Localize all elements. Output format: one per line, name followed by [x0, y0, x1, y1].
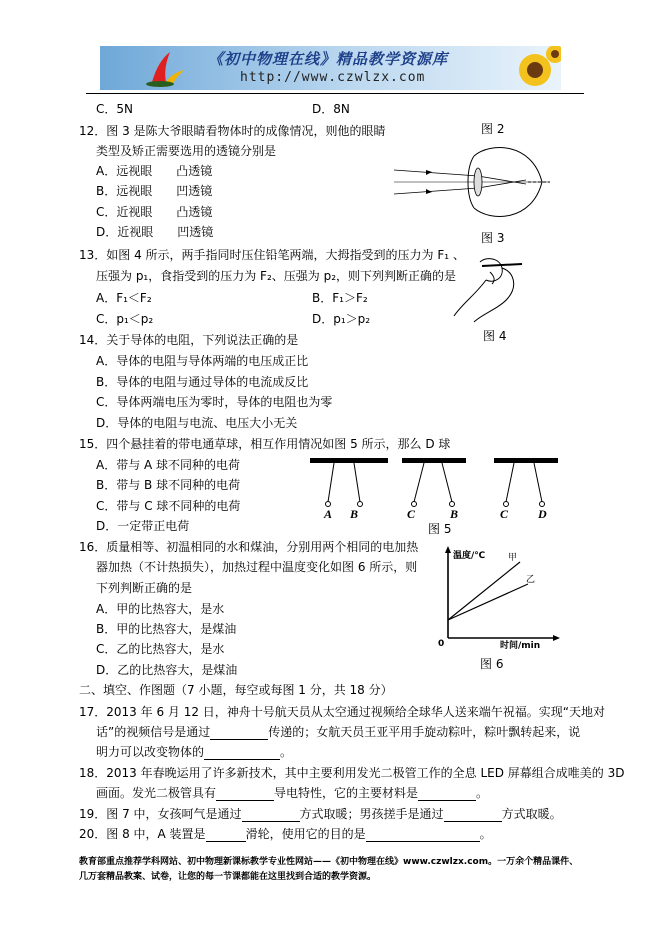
q14-stem: 14．关于导体的电阻，下列说法正确的是 [79, 333, 299, 347]
q18-line2 [96, 784, 488, 801]
figure-5-caption: 图 5 [428, 522, 452, 536]
q11-option-c: C．5N [96, 102, 133, 116]
site-logo-icon [144, 48, 188, 88]
graph-line-jia: 甲 [508, 553, 518, 563]
q17-blank-1[interactable] [210, 725, 268, 740]
charged-balls-diagram [308, 456, 562, 518]
q13-option-b: B．F₁＞F₂ [312, 291, 368, 305]
header-rule [86, 93, 584, 94]
q16-stem-line2: 器加热（不计热损失），加热过程中温度变化如图 6 所示，则 [96, 560, 418, 574]
q20-part3: 。 [479, 827, 492, 841]
q14-option-b: B．导体的电阻与通过导体的电流成反比 [96, 375, 309, 389]
q20-part1: 20．图 8 中，A 装置是 [79, 827, 206, 841]
figure-6-caption: 图 6 [480, 657, 504, 671]
q17-line1: 17．2013 年 6 月 12 日，神舟十号航天员从太空通过视频给全球华人送来端午祝福。实现“天地对 [79, 705, 606, 719]
graph-y-label: 温度/℃ [453, 551, 486, 561]
section-2-heading: 二、填空、作图题（7 小题，每空或每图 1 分，共 18 分） [79, 683, 393, 697]
q19-blank-2[interactable] [444, 807, 502, 822]
q13-option-a: A．F₁＜F₂ [96, 291, 152, 305]
footer-line1: 教育部重点推荐学科网站、初中物理新课标教学专业性网站——《初中物理在线》www.czwlzx.com。一万余个精品课件、 [79, 857, 579, 867]
q18-blank-1[interactable] [216, 786, 274, 801]
temperature-graph [436, 544, 562, 650]
q17-blank-2[interactable] [204, 745, 280, 760]
q18-line2-part3: 。 [476, 786, 489, 800]
q18-line2-part2: 导电特性，它的主要材料是 [274, 786, 419, 800]
header-banner [100, 46, 561, 90]
q20-line [79, 825, 492, 842]
q16-option-b: B．甲的比热容大，是煤油 [96, 622, 237, 636]
q12-option-b: B．远视眼 凹透镜 [96, 184, 213, 198]
q12-option-c: C．近视眼 凸透镜 [96, 205, 213, 219]
q19-part1: 19．图 7 中，女孩呵气是通过 [79, 807, 242, 821]
q19-part2: 方式取暖；男孩搓手是通过 [299, 807, 444, 821]
q16-option-c: C．乙的比热容大，是水 [96, 642, 225, 656]
q15-stem: 15．四个悬挂着的带电通草球，相互作用情况如图 5 所示，那么 D 球 [79, 437, 451, 451]
q16-option-d: D．乙的比热容大，是煤油 [96, 663, 238, 677]
graph-line-yi: 乙 [526, 575, 536, 585]
q15-option-d: D．一定带正电荷 [96, 519, 190, 533]
sunflower-image [505, 46, 561, 90]
q20-part2: 滑轮，使用它的目的是 [245, 827, 366, 841]
q15-option-a: A．带与 A 球不同种的电荷 [96, 458, 241, 472]
header-url[interactable]: http://www.czwlzx.com [240, 70, 426, 85]
q18-line2-part1: 画面。发光二极管具有 [96, 786, 217, 800]
eye-diagram [392, 142, 552, 222]
q13-stem-line2: 压强为 p₁，食指受到的压力为 F₂、压强为 p₂，则下列判断正确的是 [96, 269, 457, 283]
q11-option-d: D．8N [312, 102, 350, 116]
q15-option-c: C．带与 C 球不同种的电荷 [96, 499, 241, 513]
q19-line [79, 805, 562, 822]
q13-stem-line1: 13．如图 4 所示，两手指同时压住铅笔两端，大拇指受到的压力为 F₁ 、 [79, 248, 465, 262]
ball-label-b1: B [350, 507, 359, 518]
ball-label-d: D [538, 507, 547, 518]
q16-stem-line3: 下列判断正确的是 [96, 581, 193, 595]
figure-3-caption: 图 3 [481, 231, 505, 245]
ball-label-b2: B [450, 507, 459, 518]
figure-2-caption: 图 2 [481, 122, 505, 136]
graph-origin: 0 [438, 639, 445, 649]
q17-line2 [96, 723, 580, 740]
q17-line3 [96, 743, 292, 760]
q12-stem-line2: 类型及矫正需要选用的透镜分别是 [96, 144, 277, 158]
q16-stem-line1: 16．质量相等、初温相同的水和煤油，分别用两个相同的电加热 [79, 540, 419, 554]
q18-line1: 18．2013 年春晚运用了许多新技术，其中主要利用发光二极管工作的全息 LED 屏幕组合成唯美的 3D [79, 766, 625, 780]
q19-part3: 方式取暖。 [501, 807, 562, 821]
q14-option-d: D．导体的电阻与电流、电压大小无关 [96, 416, 298, 430]
q13-option-c: C．p₁＜p₂ [96, 312, 154, 326]
ball-label-c2: C [500, 507, 509, 518]
q17-line3-part1: 明力可以改变物体的 [96, 745, 205, 759]
q14-option-c: C．导体两端电压为零时，导体的电阻也为零 [96, 395, 333, 409]
q19-blank-1[interactable] [242, 807, 300, 822]
q17-line2-part2: 传递的；女航天员王亚平用手旋动粽叶，粽叶飘转起来，说 [268, 725, 581, 739]
figure-4-caption: 图 4 [483, 329, 507, 343]
q15-option-b: B．带与 B 球不同种的电荷 [96, 478, 241, 492]
q20-blank-1[interactable] [206, 827, 246, 842]
q12-option-d: D．近视眼 凹透镜 [96, 225, 214, 239]
q14-option-a: A．导体的电阻与导体两端的电压成正比 [96, 354, 309, 368]
q16-option-a: A．甲的比热容大，是水 [96, 602, 225, 616]
q12-stem-line1: 12．图 3 是陈大爷眼睛看物体时的成像情况，则他的眼睛 [79, 124, 386, 138]
hand-pencil-drawing [452, 254, 532, 324]
graph-x-label: 时间/min [500, 641, 541, 650]
q17-line3-part2: 。 [280, 745, 293, 759]
ball-label-c1: C [407, 507, 416, 518]
q20-blank-2[interactable] [366, 827, 480, 842]
q13-option-d: D．p₁＞p₂ [312, 312, 371, 326]
header-title: 《初中物理在线》精品教学资源库 [208, 50, 449, 68]
footer [79, 855, 589, 885]
q17-line2-part1: 话”的视频信号是通过 [96, 725, 211, 739]
q18-blank-2[interactable] [418, 786, 476, 801]
q12-option-a: A．远视眼 凸透镜 [96, 164, 213, 178]
footer-line2: 几万套精品教案、试卷，让您的每一节课都能在这里找到合适的教学资源。 [79, 872, 377, 882]
ball-label-a: A [324, 507, 333, 518]
